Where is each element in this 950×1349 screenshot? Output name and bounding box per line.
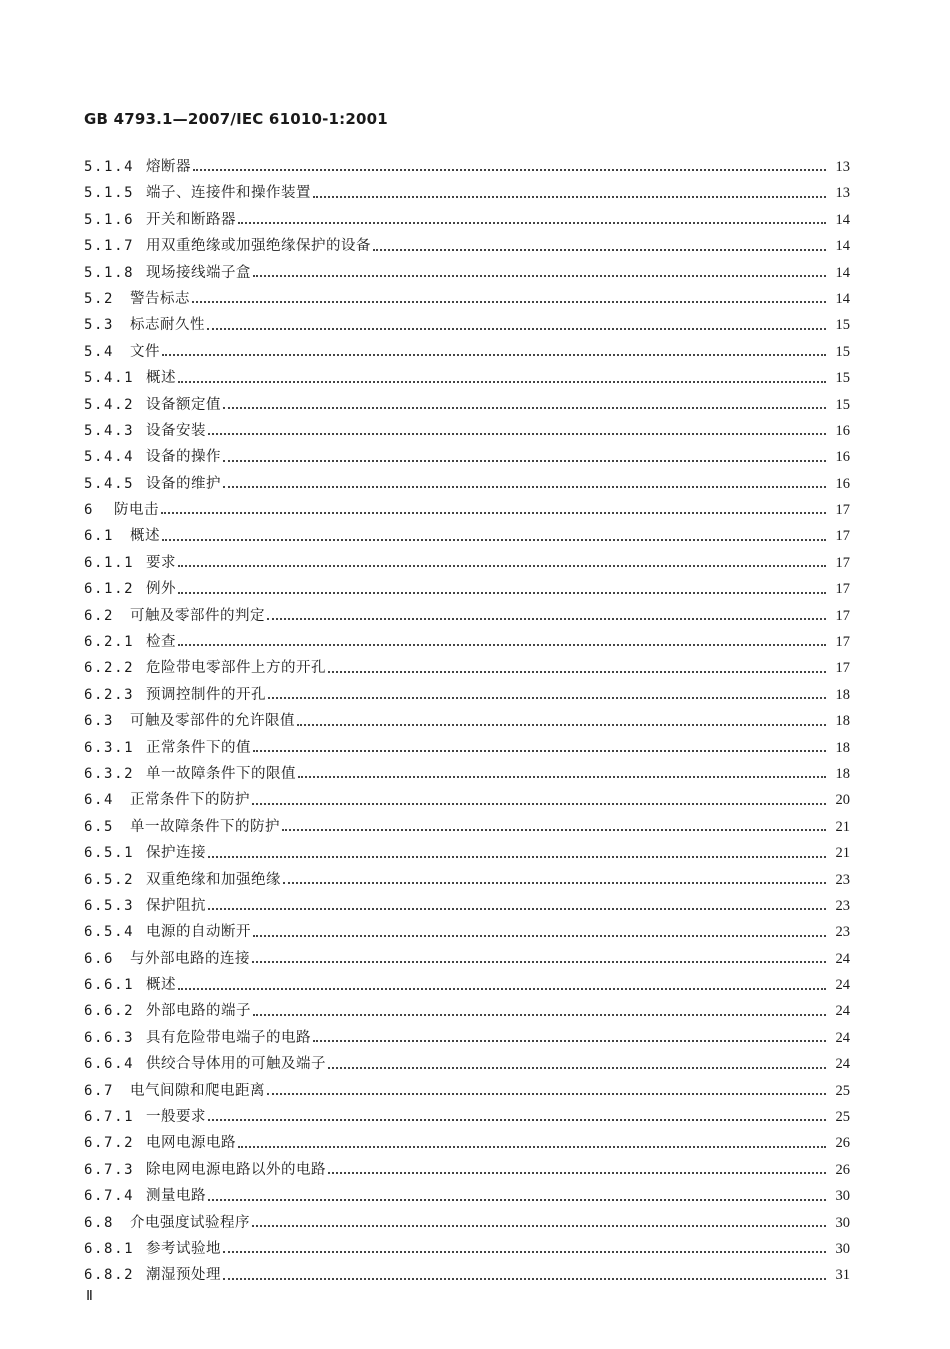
toc-entry-number: 6.2 <box>84 607 115 624</box>
toc-entry-page: 18 <box>835 765 850 782</box>
toc-entry-number: 6.6.2 <box>84 1003 135 1020</box>
toc-entry-title: 供绞合导体用的可触及端子 <box>146 1056 326 1073</box>
toc-entry <box>84 893 850 919</box>
page-number: Ⅱ <box>86 1289 93 1304</box>
toc-entry <box>84 814 850 840</box>
toc-entry <box>84 1210 850 1236</box>
toc-entry-title: 概述 <box>146 977 176 994</box>
toc-entry-page: 24 <box>835 1029 850 1046</box>
toc-entry <box>84 919 850 945</box>
toc-dot-leader <box>268 682 826 708</box>
toc-dot-leader <box>267 603 826 629</box>
toc-entry-page: 30 <box>835 1188 850 1205</box>
toc-entry-title: 测量电路 <box>146 1188 206 1205</box>
toc-dot-leader <box>297 708 826 734</box>
toc-entry-title: 与外部电路的连接 <box>130 950 250 967</box>
toc-entry-title: 外部电路的端子 <box>146 1003 251 1020</box>
toc-dot-leader <box>208 1183 826 1209</box>
toc-entry-number: 6.2.2 <box>84 660 135 677</box>
toc-entry <box>84 392 850 418</box>
toc-entry-page: 15 <box>835 343 850 360</box>
toc-entry <box>84 629 850 655</box>
toc-dot-leader <box>208 1104 826 1130</box>
toc-entry-number: 5.4.4 <box>84 449 135 466</box>
toc-entry-title: 保护连接 <box>146 845 206 862</box>
toc-entry-page: 14 <box>835 238 850 255</box>
toc-entry-number: 6.1 <box>84 528 115 545</box>
toc-entry-number: 6.1.1 <box>84 554 135 571</box>
toc-dot-leader <box>252 787 826 813</box>
toc-entry-number: 6.3.2 <box>84 765 135 782</box>
toc-entry <box>84 972 850 998</box>
toc-entry-page: 20 <box>835 792 850 809</box>
toc-entry-title: 设备的操作 <box>146 449 221 466</box>
toc-dot-leader <box>253 999 826 1025</box>
toc-entry <box>84 339 850 365</box>
toc-entry <box>84 207 850 233</box>
toc-entry-page: 17 <box>835 502 850 519</box>
toc-entry-number: 6.4 <box>84 792 115 809</box>
toc-entry-title: 防电击 <box>114 502 159 519</box>
toc-entry-number: 5.4 <box>84 343 115 360</box>
toc-entry-number: 6.7.1 <box>84 1109 135 1126</box>
toc-entry-page: 26 <box>835 1161 850 1178</box>
toc-entry-title: 单一故障条件下的限值 <box>146 765 296 782</box>
toc-entry-page: 17 <box>835 528 850 545</box>
toc-dot-leader <box>283 867 826 893</box>
toc-entry-number: 6.5.4 <box>84 924 135 941</box>
toc-entry-page: 17 <box>835 607 850 624</box>
toc-dot-leader <box>178 576 826 602</box>
toc-entry-number: 6.2.3 <box>84 686 135 703</box>
toc-entry-title: 端子、连接件和操作装置 <box>146 185 311 202</box>
toc-entry <box>84 946 850 972</box>
toc-entry-page: 17 <box>835 554 850 571</box>
toc-entry-page: 17 <box>835 581 850 598</box>
toc-entry-title: 正常条件下的防护 <box>130 792 250 809</box>
toc-entry-page: 17 <box>835 634 850 651</box>
toc-entry <box>84 444 850 470</box>
toc-dot-leader <box>162 523 826 549</box>
toc-entry <box>84 735 850 761</box>
toc-entry-title: 保护阻抗 <box>146 897 206 914</box>
toc-entry-page: 31 <box>835 1267 850 1284</box>
toc-entry <box>84 1051 850 1077</box>
toc-dot-leader <box>252 946 826 972</box>
toc-dot-leader <box>373 233 826 259</box>
toc-entry-page: 30 <box>835 1241 850 1257</box>
toc-entry-page: 13 <box>835 185 850 202</box>
toc-entry-page: 16 <box>835 449 850 466</box>
toc-entry-page: 25 <box>835 1082 850 1099</box>
toc-entry <box>84 523 850 549</box>
toc-entry-number: 6.7.4 <box>84 1188 135 1205</box>
toc-entry-number: 6.3 <box>84 713 115 730</box>
document-header: GB 4793.1—2007/IEC 61010-1:2001 <box>84 110 388 128</box>
toc-entry <box>84 840 850 866</box>
toc-entry <box>84 1157 850 1183</box>
toc-entry-title: 概述 <box>130 528 160 545</box>
toc-entry <box>84 867 850 893</box>
toc-entry-title: 危险带电零部件上方的开孔 <box>146 660 326 677</box>
toc-entry-title: 要求 <box>146 554 176 571</box>
toc-entry-title: 可触及零部件的判定 <box>130 607 265 624</box>
toc-entry-page: 21 <box>835 845 850 862</box>
toc-entry <box>84 655 850 681</box>
toc-entry-number: 6.3.1 <box>84 739 135 756</box>
toc-entry-number: 6.5.3 <box>84 897 135 914</box>
toc-entry-number: 6.5.2 <box>84 871 135 888</box>
toc-dot-leader <box>253 735 826 761</box>
toc-dot-leader <box>252 1210 826 1236</box>
toc-entry <box>84 365 850 391</box>
toc-entry-number: 6.7.2 <box>84 1135 135 1152</box>
toc-entry-number: 6.8.2 <box>84 1267 135 1284</box>
toc-entry <box>84 233 850 259</box>
toc-entry-number: 5.1.5 <box>84 185 135 202</box>
toc-entry-number: 6.5 <box>84 818 115 835</box>
toc-entry-title: 参考试验地 <box>146 1241 221 1257</box>
toc-entry-title: 标志耐久性 <box>130 317 205 334</box>
toc-entry-number: 6.7 <box>84 1082 115 1099</box>
toc-entry-number: 6.8 <box>84 1214 115 1231</box>
toc-dot-leader <box>178 365 826 391</box>
toc-entry-number: 6.2.1 <box>84 634 135 651</box>
toc-entry-title: 电网电源电路 <box>146 1135 236 1152</box>
toc-entry-number: 5.3 <box>84 317 115 334</box>
toc-entry-title: 设备额定值 <box>146 396 221 413</box>
toc-entry <box>84 1236 850 1262</box>
toc-entry-number: 5.1.8 <box>84 264 135 281</box>
toc-entry-title: 一般要求 <box>146 1109 206 1126</box>
toc-entry-number: 6.6.4 <box>84 1056 135 1073</box>
toc-dot-leader <box>282 814 826 840</box>
toc-entry-title: 检查 <box>146 634 176 651</box>
toc-entry <box>84 312 850 338</box>
toc-dot-leader <box>208 893 826 919</box>
toc-entry-page: 25 <box>835 1109 850 1126</box>
toc-dot-leader <box>328 1157 826 1183</box>
toc-entry-number: 5.1.6 <box>84 211 135 228</box>
toc-entry-title: 开关和断路器 <box>146 211 236 228</box>
toc-entry-number: 6.8.1 <box>84 1241 135 1257</box>
toc-entry-number: 5.4.1 <box>84 370 135 387</box>
toc-entry <box>84 286 850 312</box>
toc-entry-page: 26 <box>835 1135 850 1152</box>
toc-dot-leader <box>253 260 826 286</box>
toc-dot-leader <box>298 761 826 787</box>
toc-entry <box>84 471 850 497</box>
toc-entry-number: 6.6.1 <box>84 977 135 994</box>
table-of-contents <box>84 154 850 1289</box>
toc-entry <box>84 1183 850 1209</box>
toc-dot-leader <box>223 1236 826 1262</box>
toc-entry-title: 设备安装 <box>146 422 206 439</box>
toc-entry <box>84 603 850 629</box>
toc-dot-leader <box>313 1025 826 1051</box>
toc-entry-title: 电气间隙和爬电距离 <box>130 1082 265 1099</box>
toc-entry <box>84 180 850 206</box>
toc-entry-number: 6.6 <box>84 950 115 967</box>
toc-entry <box>84 576 850 602</box>
toc-entry-page: 21 <box>835 818 850 835</box>
toc-entry-page: 24 <box>835 1003 850 1020</box>
toc-dot-leader <box>192 286 826 312</box>
toc-entry-page: 30 <box>835 1214 850 1231</box>
toc-entry-page: 14 <box>835 264 850 281</box>
toc-entry-number: 6 <box>84 502 95 519</box>
toc-entry-number: 6.5.1 <box>84 845 135 862</box>
toc-entry <box>84 761 850 787</box>
toc-entry-page: 18 <box>835 713 850 730</box>
toc-entry-page: 14 <box>835 211 850 228</box>
toc-dot-leader <box>207 312 826 338</box>
toc-dot-leader <box>162 339 826 365</box>
toc-entry-page: 23 <box>835 871 850 888</box>
toc-entry-page: 24 <box>835 977 850 994</box>
toc-entry <box>84 708 850 734</box>
toc-dot-leader <box>223 392 826 418</box>
toc-entry-title: 单一故障条件下的防护 <box>130 818 280 835</box>
toc-dot-leader <box>238 207 826 233</box>
toc-entry-page: 18 <box>835 686 850 703</box>
toc-dot-leader <box>223 471 826 497</box>
toc-entry-title: 双重绝缘和加强绝缘 <box>146 871 281 888</box>
toc-entry-title: 现场接线端子盒 <box>146 264 251 281</box>
toc-entry-number: 6.6.3 <box>84 1029 135 1046</box>
toc-entry-title: 可触及零部件的允许限值 <box>130 713 295 730</box>
toc-entry <box>84 550 850 576</box>
toc-dot-leader <box>223 1262 826 1288</box>
toc-dot-leader <box>267 1078 826 1104</box>
toc-entry <box>84 682 850 708</box>
toc-entry-number: 6.7.3 <box>84 1161 135 1178</box>
toc-entry <box>84 260 850 286</box>
toc-dot-leader <box>208 418 826 444</box>
toc-entry-title: 例外 <box>146 581 176 598</box>
toc-entry-number: 5.4.3 <box>84 422 135 439</box>
toc-dot-leader <box>178 972 826 998</box>
toc-entry-title: 电源的自动断开 <box>146 924 251 941</box>
toc-dot-leader <box>223 444 826 470</box>
toc-entry-title: 预调控制件的开孔 <box>146 686 266 703</box>
toc-entry-number: 6.1.2 <box>84 581 135 598</box>
toc-entry-number: 5.1.7 <box>84 238 135 255</box>
toc-entry <box>84 497 850 523</box>
toc-entry <box>84 1262 850 1288</box>
toc-entry-number: 5.4.2 <box>84 396 135 413</box>
toc-entry-page: 17 <box>835 660 850 677</box>
toc-entry-title: 潮湿预处理 <box>146 1267 221 1284</box>
toc-dot-leader <box>193 154 826 180</box>
toc-entry-title: 文件 <box>130 343 160 360</box>
toc-entry-number: 5.1.4 <box>84 158 135 175</box>
toc-dot-leader <box>328 655 826 681</box>
toc-entry <box>84 418 850 444</box>
toc-entry-title: 正常条件下的值 <box>146 739 251 756</box>
toc-dot-leader <box>328 1051 826 1077</box>
toc-entry-page: 15 <box>835 396 850 413</box>
toc-entry-page: 23 <box>835 897 850 914</box>
toc-dot-leader <box>178 550 826 576</box>
toc-entry-title: 概述 <box>146 370 176 387</box>
toc-entry-page: 16 <box>835 422 850 439</box>
toc-entry <box>84 1078 850 1104</box>
toc-entry-page: 15 <box>835 317 850 334</box>
toc-dot-leader <box>238 1130 826 1156</box>
toc-entry-page: 24 <box>835 1056 850 1073</box>
toc-entry-title: 介电强度试验程序 <box>130 1214 250 1231</box>
toc-entry <box>84 1104 850 1130</box>
toc-entry <box>84 1130 850 1156</box>
toc-entry <box>84 1025 850 1051</box>
toc-dot-leader <box>161 497 826 523</box>
toc-dot-leader <box>208 840 826 866</box>
toc-entry-title: 设备的维护 <box>146 475 221 492</box>
toc-entry-page: 23 <box>835 924 850 941</box>
toc-entry-title: 警告标志 <box>130 290 190 307</box>
toc-entry-page: 24 <box>835 950 850 967</box>
toc-entry-title: 熔断器 <box>146 158 191 175</box>
toc-entry-page: 18 <box>835 739 850 756</box>
toc-dot-leader <box>178 629 826 655</box>
toc-entry-title: 具有危险带电端子的电路 <box>146 1029 311 1046</box>
toc-entry <box>84 999 850 1025</box>
toc-entry-number: 5.2 <box>84 290 115 307</box>
toc-entry-number: 5.4.5 <box>84 475 135 492</box>
toc-entry-page: 13 <box>835 158 850 175</box>
toc-entry <box>84 787 850 813</box>
toc-entry-page: 16 <box>835 475 850 492</box>
toc-entry-title: 除电网电源电路以外的电路 <box>146 1161 326 1178</box>
toc-entry-title: 用双重绝缘或加强绝缘保护的设备 <box>146 238 371 255</box>
toc-entry <box>84 154 850 180</box>
toc-entry-page: 14 <box>835 290 850 307</box>
toc-dot-leader <box>313 180 826 206</box>
toc-dot-leader <box>253 919 826 945</box>
toc-entry-page: 15 <box>835 370 850 387</box>
